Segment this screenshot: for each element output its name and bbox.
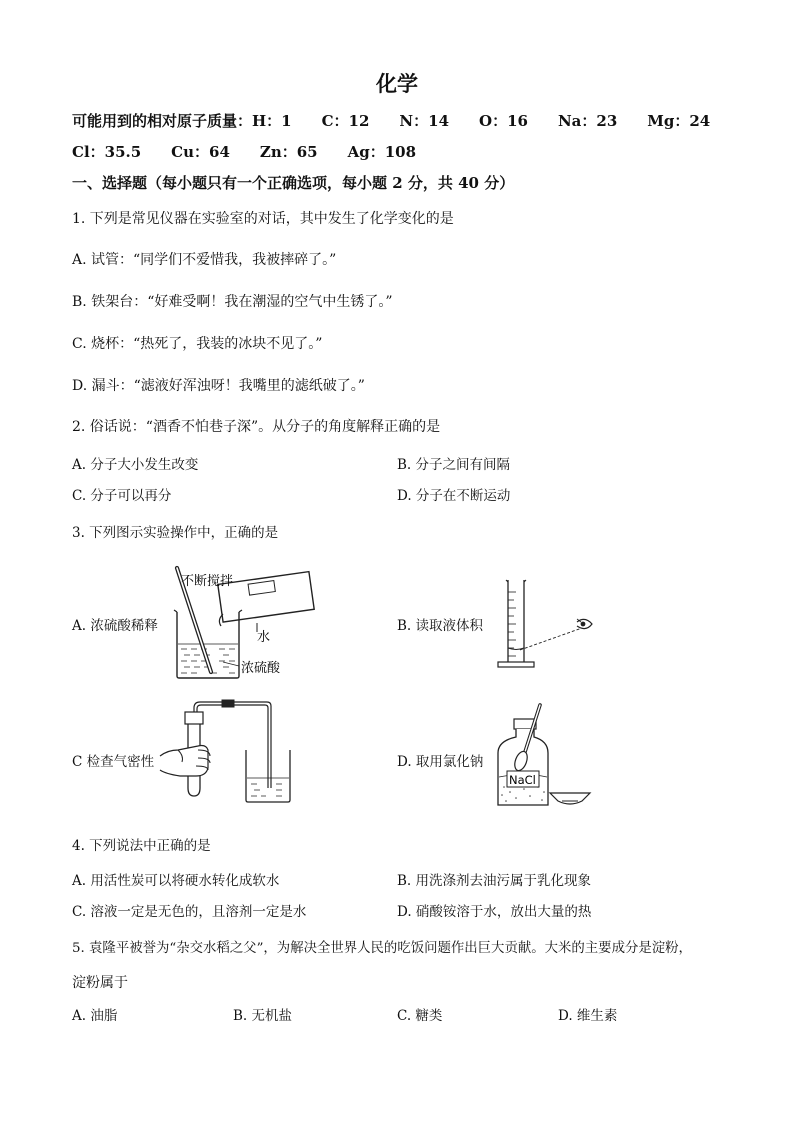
question-2-option-c: C. 分子可以再分 — [72, 488, 172, 504]
figure-a-water-label: 水 — [257, 630, 271, 645]
question-2-stem: 2. 俗话说：“酒香不怕巷子深”。从分子的角度解释正确的是 — [72, 419, 441, 435]
question-1-option-c: C. 烧杯：“热死了，我装的冰块不见了。” — [72, 336, 323, 352]
question-5-option-d: D. 维生素 — [558, 1008, 618, 1024]
figure-graduated-cylinder — [490, 578, 600, 670]
question-5-option-b: B. 无机盐 — [233, 1008, 293, 1024]
question-5-option-c: C. 糖类 — [397, 1008, 443, 1024]
atomic-masses-line2: Cl：35.5 Cu：64 Zn：65 Ag：108 — [72, 143, 417, 161]
question-4-option-b: B. 用洗涤剂去油污属于乳化现象 — [397, 873, 592, 889]
question-4-option-c: C. 溶液一定是无色的，且溶剂一定是水 — [72, 904, 307, 920]
figure-a-stir-label: 不断搅拌 — [181, 574, 234, 589]
question-4-option-a: A. 用活性炭可以将硬水转化成软水 — [72, 873, 280, 889]
question-1-option-a: A. 试管：“同学们不爱惜我，我被摔碎了。” — [72, 252, 337, 268]
figure-airtightness-check — [158, 710, 290, 805]
figure-reagent-bottle — [494, 697, 594, 809]
question-3-option-d: D. 取用氯化钠 — [397, 754, 484, 770]
question-2-option-b: B. 分子之间有间隔 — [397, 457, 511, 473]
question-5-stem-line2: 淀粉属于 — [72, 975, 128, 991]
question-2-option-a: A. 分子大小发生改变 — [72, 457, 199, 473]
question-4-option-d: D. 硝酸铵溶于水，放出大量的热 — [397, 904, 592, 920]
question-2-option-d: D. 分子在不断运动 — [397, 488, 511, 504]
question-5-stem-line1: 5. 袁隆平被誉为“杂交水稻之父”，为解决全世界人民的吃饭问题作出巨大贡献。大米的主要成分是淀粉， — [72, 941, 692, 956]
question-3-option-c: C 检查气密性 — [72, 754, 155, 770]
figure-a-acid-label: 浓硫酸 — [241, 661, 281, 676]
question-1-option-d: D. 漏斗：“滤液好浑浊呀！我嘴里的滤纸破了。” — [72, 378, 365, 394]
section-heading: 一、选择题（每小题只有一个正确选项，每小题 2 分，共 40 分） — [72, 174, 515, 192]
question-3-option-b: B. 读取液体积 — [397, 618, 484, 634]
figure-d-nacl-label: NaCl — [509, 773, 536, 787]
atomic-masses-line1: 可能用到的相对原子质量：H：1 C：12 N：14 O：16 Na：23 Mg：24 — [72, 112, 711, 130]
question-3-option-a: A. 浓硫酸稀释 — [72, 618, 158, 634]
question-1-stem: 1. 下列是常见仪器在实验室的对话，其中发生了化学变化的是 — [72, 211, 454, 227]
figure-acid-dilution — [165, 568, 315, 683]
question-3-stem: 3. 下列图示实验操作中，正确的是 — [72, 525, 279, 541]
question-5-option-a: A. 油脂 — [72, 1008, 118, 1024]
question-4-stem: 4. 下列说法中正确的是 — [72, 838, 211, 854]
page-title: 化学 — [376, 71, 418, 96]
question-1-option-b: B. 铁架台：“好难受啊！我在潮湿的空气中生锈了。” — [72, 294, 393, 310]
